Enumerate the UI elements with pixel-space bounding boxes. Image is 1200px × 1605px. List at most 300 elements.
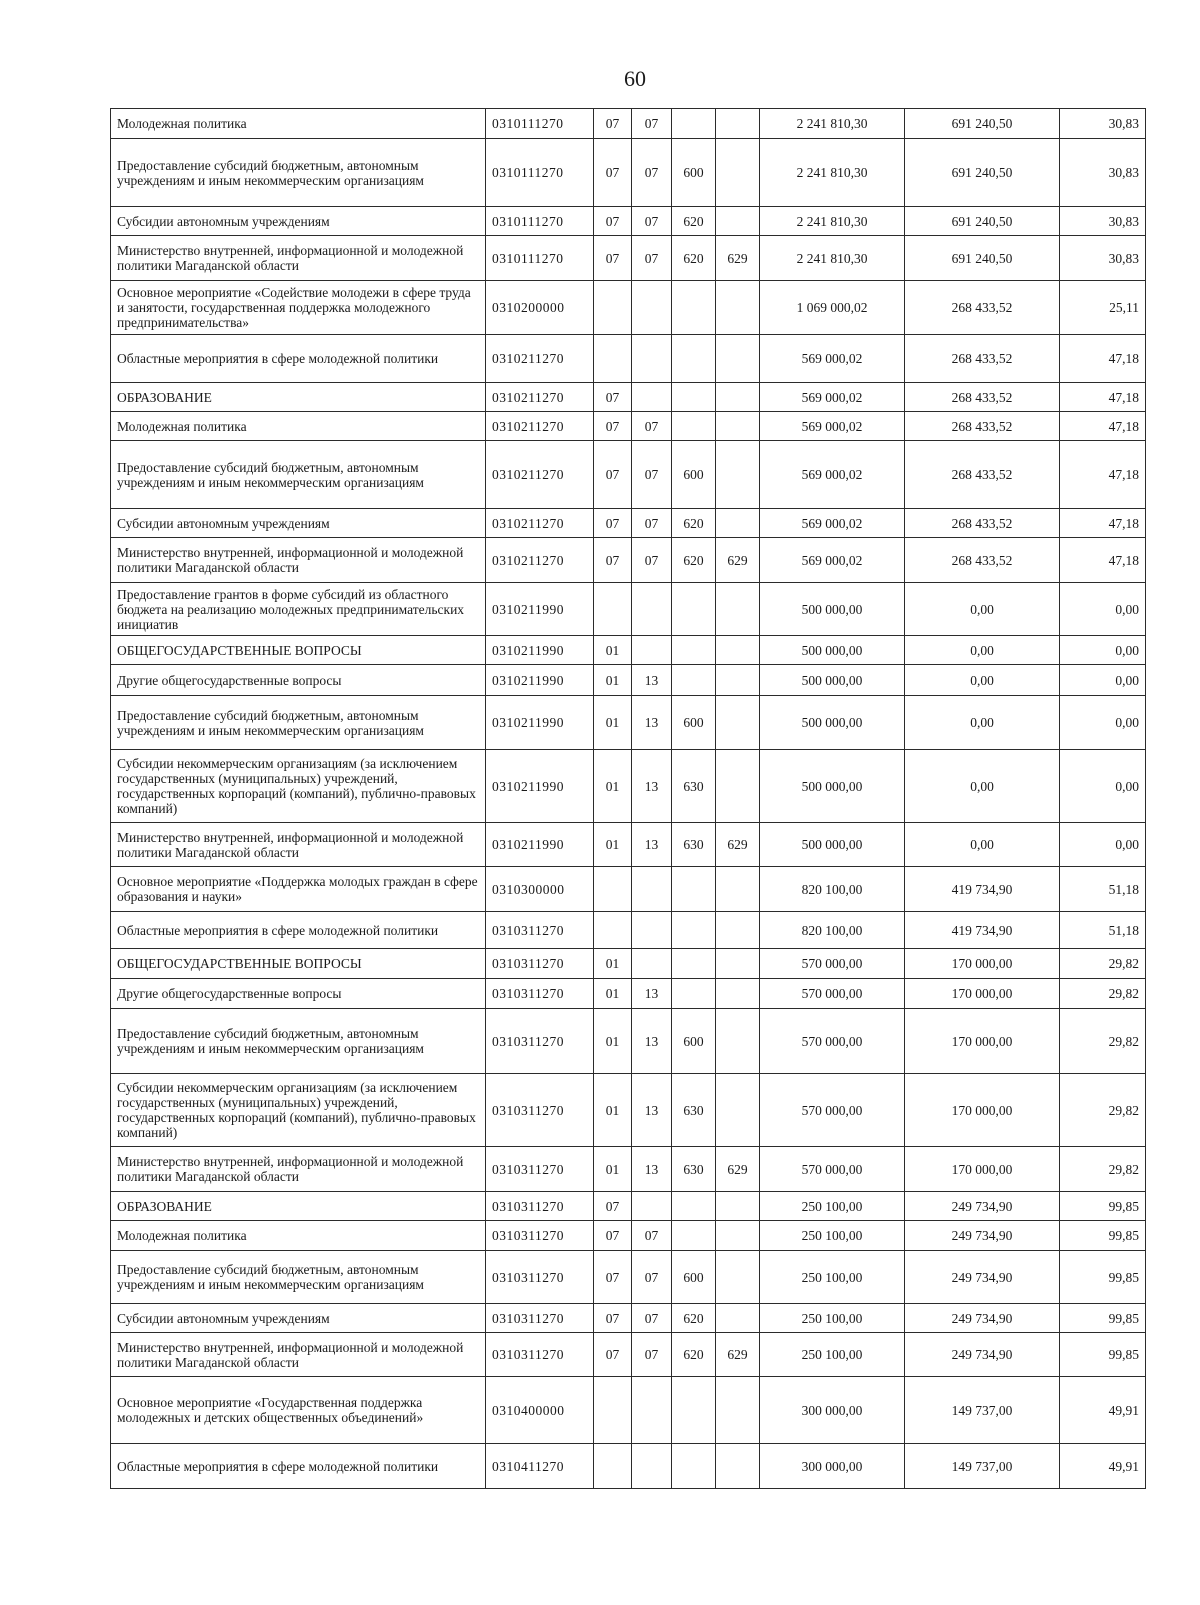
expense-type-cell: 620 xyxy=(672,207,716,236)
planned-amount-cell: 569 000,02 xyxy=(760,412,905,441)
planned-amount-cell: 250 100,00 xyxy=(760,1251,905,1304)
planned-amount-cell: 570 000,00 xyxy=(760,1074,905,1147)
table-row xyxy=(111,383,1146,412)
executed-amount-cell: 249 734,90 xyxy=(905,1333,1060,1377)
planned-amount-cell: 250 100,00 xyxy=(760,1304,905,1333)
row-name-cell: Министерство внутренней, информационной и молодежной политики Магаданской области xyxy=(111,1333,486,1377)
row-name-cell: Субсидии некоммерческим организациям (за исключением государственных (муниципальных) учреждений, государственных корпораций (компаний), публично-правовых компаний) xyxy=(111,750,486,823)
row-name-cell: Субсидии автономным учреждениям xyxy=(111,1304,486,1333)
target-article-cell: 0310211990 xyxy=(486,696,594,750)
planned-amount-cell: 570 000,00 xyxy=(760,979,905,1009)
execution-percent-cell: 99,85 xyxy=(1060,1192,1146,1221)
table-row xyxy=(111,867,1146,912)
target-article-cell: 0310200000 xyxy=(486,281,594,335)
planned-amount-cell: 250 100,00 xyxy=(760,1221,905,1251)
executed-amount-cell: 0,00 xyxy=(905,583,1060,636)
row-name-cell: Основное мероприятие «Поддержка молодых граждан в сфере образования и науки» xyxy=(111,867,486,912)
executed-amount-cell: 419 734,90 xyxy=(905,867,1060,912)
expense-type-cell: 620 xyxy=(672,1333,716,1377)
planned-amount-cell: 500 000,00 xyxy=(760,696,905,750)
target-article-cell: 0310211270 xyxy=(486,383,594,412)
executed-amount-cell: 149 737,00 xyxy=(905,1444,1060,1489)
executed-amount-cell: 268 433,52 xyxy=(905,383,1060,412)
subsection-code-cell xyxy=(632,281,672,335)
execution-percent-cell: 47,18 xyxy=(1060,538,1146,583)
table-row xyxy=(111,1444,1146,1489)
expense-type-cell xyxy=(672,949,716,979)
planned-amount-cell: 569 000,02 xyxy=(760,335,905,383)
admin-code-cell xyxy=(716,281,760,335)
planned-amount-cell: 500 000,00 xyxy=(760,823,905,867)
table-row xyxy=(111,412,1146,441)
table-row xyxy=(111,949,1146,979)
section-code-cell xyxy=(594,1444,632,1489)
row-name-cell: Субсидии некоммерческим организациям (за исключением государственных (муниципальных) учреждений, государственных корпораций (компаний), публично-правовых компаний) xyxy=(111,1074,486,1147)
section-code-cell: 01 xyxy=(594,1147,632,1192)
expense-type-cell: 600 xyxy=(672,1251,716,1304)
planned-amount-cell: 569 000,02 xyxy=(760,383,905,412)
row-name-cell: Молодежная политика xyxy=(111,1221,486,1251)
row-name-cell: Областные мероприятия в сфере молодежной политики xyxy=(111,912,486,949)
row-name-cell: Предоставление субсидий бюджетным, автономным учреждениям и иным некоммерческим организациям xyxy=(111,1251,486,1304)
execution-percent-cell: 0,00 xyxy=(1060,823,1146,867)
planned-amount-cell: 500 000,00 xyxy=(760,636,905,665)
executed-amount-cell: 268 433,52 xyxy=(905,538,1060,583)
executed-amount-cell: 419 734,90 xyxy=(905,912,1060,949)
planned-amount-cell: 569 000,02 xyxy=(760,509,905,538)
section-code-cell: 07 xyxy=(594,509,632,538)
row-name-cell: Молодежная политика xyxy=(111,412,486,441)
expense-type-cell xyxy=(672,1221,716,1251)
expense-type-cell: 600 xyxy=(672,139,716,207)
section-code-cell: 07 xyxy=(594,1304,632,1333)
table-row xyxy=(111,1074,1146,1147)
table-row xyxy=(111,335,1146,383)
expense-type-cell xyxy=(672,1444,716,1489)
execution-percent-cell: 29,82 xyxy=(1060,949,1146,979)
admin-code-cell xyxy=(716,1251,760,1304)
executed-amount-cell: 170 000,00 xyxy=(905,1147,1060,1192)
planned-amount-cell: 500 000,00 xyxy=(760,665,905,696)
planned-amount-cell: 300 000,00 xyxy=(760,1444,905,1489)
section-code-cell xyxy=(594,583,632,636)
row-name-cell: ОБРАЗОВАНИЕ xyxy=(111,1192,486,1221)
admin-code-cell xyxy=(716,583,760,636)
target-article-cell: 0310311270 xyxy=(486,1221,594,1251)
expense-type-cell: 600 xyxy=(672,1009,716,1074)
admin-code-cell xyxy=(716,509,760,538)
row-name-cell: ОБРАЗОВАНИЕ xyxy=(111,383,486,412)
section-code-cell: 07 xyxy=(594,1333,632,1377)
execution-percent-cell: 0,00 xyxy=(1060,583,1146,636)
subsection-code-cell: 13 xyxy=(632,1147,672,1192)
admin-code-cell xyxy=(716,207,760,236)
table-row xyxy=(111,1377,1146,1444)
expense-type-cell xyxy=(672,665,716,696)
planned-amount-cell: 570 000,00 xyxy=(760,1009,905,1074)
subsection-code-cell: 07 xyxy=(632,236,672,281)
execution-percent-cell: 99,85 xyxy=(1060,1221,1146,1251)
admin-code-cell xyxy=(716,665,760,696)
admin-code-cell xyxy=(716,139,760,207)
target-article-cell: 0310311270 xyxy=(486,1192,594,1221)
expense-type-cell: 630 xyxy=(672,750,716,823)
row-name-cell: ОБЩЕГОСУДАРСТВЕННЫЕ ВОПРОСЫ xyxy=(111,636,486,665)
execution-percent-cell: 0,00 xyxy=(1060,750,1146,823)
subsection-code-cell xyxy=(632,912,672,949)
table-row xyxy=(111,139,1146,207)
executed-amount-cell: 249 734,90 xyxy=(905,1192,1060,1221)
row-name-cell: Областные мероприятия в сфере молодежной политики xyxy=(111,335,486,383)
executed-amount-cell: 249 734,90 xyxy=(905,1251,1060,1304)
subsection-code-cell xyxy=(632,335,672,383)
target-article-cell: 0310211270 xyxy=(486,538,594,583)
admin-code-cell xyxy=(716,636,760,665)
subsection-code-cell xyxy=(632,949,672,979)
planned-amount-cell: 569 000,02 xyxy=(760,441,905,509)
table-row xyxy=(111,1304,1146,1333)
section-code-cell: 01 xyxy=(594,636,632,665)
subsection-code-cell xyxy=(632,583,672,636)
executed-amount-cell: 268 433,52 xyxy=(905,441,1060,509)
execution-percent-cell: 30,83 xyxy=(1060,139,1146,207)
execution-percent-cell: 0,00 xyxy=(1060,665,1146,696)
table-row xyxy=(111,1192,1146,1221)
expense-type-cell xyxy=(672,867,716,912)
table-row xyxy=(111,665,1146,696)
target-article-cell: 0310211990 xyxy=(486,665,594,696)
expense-type-cell: 600 xyxy=(672,696,716,750)
subsection-code-cell: 13 xyxy=(632,979,672,1009)
execution-percent-cell: 49,91 xyxy=(1060,1377,1146,1444)
execution-percent-cell: 47,18 xyxy=(1060,383,1146,412)
admin-code-cell: 629 xyxy=(716,236,760,281)
row-name-cell: Министерство внутренней, информационной и молодежной политики Магаданской области xyxy=(111,538,486,583)
table-row xyxy=(111,1147,1146,1192)
table-row xyxy=(111,207,1146,236)
executed-amount-cell: 170 000,00 xyxy=(905,949,1060,979)
subsection-code-cell: 07 xyxy=(632,441,672,509)
admin-code-cell xyxy=(716,441,760,509)
execution-percent-cell: 0,00 xyxy=(1060,696,1146,750)
section-code-cell: 01 xyxy=(594,949,632,979)
subsection-code-cell: 07 xyxy=(632,109,672,139)
subsection-code-cell: 07 xyxy=(632,1251,672,1304)
executed-amount-cell: 0,00 xyxy=(905,636,1060,665)
row-name-cell: ОБЩЕГОСУДАРСТВЕННЫЕ ВОПРОСЫ xyxy=(111,949,486,979)
execution-percent-cell: 99,85 xyxy=(1060,1333,1146,1377)
executed-amount-cell: 249 734,90 xyxy=(905,1304,1060,1333)
executed-amount-cell: 249 734,90 xyxy=(905,1221,1060,1251)
executed-amount-cell: 691 240,50 xyxy=(905,236,1060,281)
expense-type-cell xyxy=(672,383,716,412)
section-code-cell: 07 xyxy=(594,441,632,509)
executed-amount-cell: 691 240,50 xyxy=(905,207,1060,236)
section-code-cell: 07 xyxy=(594,383,632,412)
target-article-cell: 0310311270 xyxy=(486,1009,594,1074)
subsection-code-cell: 07 xyxy=(632,139,672,207)
section-code-cell: 01 xyxy=(594,1074,632,1147)
planned-amount-cell: 500 000,00 xyxy=(760,583,905,636)
target-article-cell: 0310211990 xyxy=(486,750,594,823)
section-code-cell: 01 xyxy=(594,823,632,867)
target-article-cell: 0310111270 xyxy=(486,139,594,207)
execution-percent-cell: 99,85 xyxy=(1060,1304,1146,1333)
row-name-cell: Молодежная политика xyxy=(111,109,486,139)
row-name-cell: Субсидии автономным учреждениям xyxy=(111,207,486,236)
execution-percent-cell: 47,18 xyxy=(1060,412,1146,441)
planned-amount-cell: 569 000,02 xyxy=(760,538,905,583)
admin-code-cell xyxy=(716,412,760,441)
target-article-cell: 0310211270 xyxy=(486,335,594,383)
row-name-cell: Другие общегосударственные вопросы xyxy=(111,979,486,1009)
execution-percent-cell: 29,82 xyxy=(1060,979,1146,1009)
target-article-cell: 0310300000 xyxy=(486,867,594,912)
section-code-cell: 07 xyxy=(594,412,632,441)
subsection-code-cell xyxy=(632,867,672,912)
subsection-code-cell xyxy=(632,1444,672,1489)
row-name-cell: Предоставление субсидий бюджетным, автономным учреждениям и иным некоммерческим организациям xyxy=(111,1009,486,1074)
subsection-code-cell: 07 xyxy=(632,1221,672,1251)
target-article-cell: 0310311270 xyxy=(486,1333,594,1377)
row-name-cell: Субсидии автономным учреждениям xyxy=(111,509,486,538)
subsection-code-cell xyxy=(632,1377,672,1444)
table-row xyxy=(111,1333,1146,1377)
section-code-cell xyxy=(594,335,632,383)
row-name-cell: Предоставление субсидий бюджетным, автономным учреждениям и иным некоммерческим организациям xyxy=(111,441,486,509)
planned-amount-cell: 2 241 810,30 xyxy=(760,236,905,281)
subsection-code-cell: 13 xyxy=(632,1009,672,1074)
table-row xyxy=(111,1251,1146,1304)
expense-type-cell: 600 xyxy=(672,441,716,509)
admin-code-cell xyxy=(716,867,760,912)
admin-code-cell: 629 xyxy=(716,1333,760,1377)
table-row xyxy=(111,583,1146,636)
table-row xyxy=(111,109,1146,139)
section-code-cell: 07 xyxy=(594,1251,632,1304)
execution-percent-cell: 51,18 xyxy=(1060,912,1146,949)
table-row xyxy=(111,750,1146,823)
target-article-cell: 0310411270 xyxy=(486,1444,594,1489)
table-row xyxy=(111,823,1146,867)
admin-code-cell xyxy=(716,1074,760,1147)
planned-amount-cell: 820 100,00 xyxy=(760,867,905,912)
executed-amount-cell: 0,00 xyxy=(905,750,1060,823)
subsection-code-cell: 13 xyxy=(632,823,672,867)
expense-type-cell xyxy=(672,583,716,636)
row-name-cell: Министерство внутренней, информационной и молодежной политики Магаданской области xyxy=(111,236,486,281)
target-article-cell: 0310211270 xyxy=(486,412,594,441)
subsection-code-cell: 13 xyxy=(632,696,672,750)
expense-type-cell: 630 xyxy=(672,1074,716,1147)
target-article-cell: 0310311270 xyxy=(486,1147,594,1192)
target-article-cell: 0310400000 xyxy=(486,1377,594,1444)
subsection-code-cell xyxy=(632,383,672,412)
row-name-cell: Министерство внутренней, информационной и молодежной политики Магаданской области xyxy=(111,823,486,867)
table-row xyxy=(111,979,1146,1009)
section-code-cell: 07 xyxy=(594,1192,632,1221)
admin-code-cell: 629 xyxy=(716,538,760,583)
target-article-cell: 0310111270 xyxy=(486,236,594,281)
execution-percent-cell: 0,00 xyxy=(1060,636,1146,665)
table-row xyxy=(111,636,1146,665)
section-code-cell: 07 xyxy=(594,207,632,236)
target-article-cell: 0310111270 xyxy=(486,207,594,236)
target-article-cell: 0310311270 xyxy=(486,1074,594,1147)
table-row xyxy=(111,1009,1146,1074)
admin-code-cell: 629 xyxy=(716,1147,760,1192)
section-code-cell: 07 xyxy=(594,109,632,139)
section-code-cell: 01 xyxy=(594,665,632,696)
admin-code-cell xyxy=(716,1192,760,1221)
row-name-cell: Министерство внутренней, информационной и молодежной политики Магаданской области xyxy=(111,1147,486,1192)
target-article-cell: 0310211990 xyxy=(486,636,594,665)
section-code-cell: 07 xyxy=(594,236,632,281)
executed-amount-cell: 0,00 xyxy=(905,823,1060,867)
expense-type-cell xyxy=(672,912,716,949)
target-article-cell: 0310311270 xyxy=(486,912,594,949)
execution-percent-cell: 29,82 xyxy=(1060,1009,1146,1074)
section-code-cell xyxy=(594,281,632,335)
expense-type-cell: 620 xyxy=(672,509,716,538)
executed-amount-cell: 170 000,00 xyxy=(905,1074,1060,1147)
table-row xyxy=(111,509,1146,538)
admin-code-cell xyxy=(716,696,760,750)
row-name-cell: Предоставление субсидий бюджетным, автономным учреждениям и иным некоммерческим организациям xyxy=(111,139,486,207)
planned-amount-cell: 2 241 810,30 xyxy=(760,207,905,236)
planned-amount-cell: 820 100,00 xyxy=(760,912,905,949)
table-row xyxy=(111,441,1146,509)
executed-amount-cell: 268 433,52 xyxy=(905,412,1060,441)
target-article-cell: 0310211990 xyxy=(486,583,594,636)
expense-type-cell xyxy=(672,636,716,665)
planned-amount-cell: 2 241 810,30 xyxy=(760,109,905,139)
target-article-cell: 0310211990 xyxy=(486,823,594,867)
executed-amount-cell: 170 000,00 xyxy=(905,979,1060,1009)
admin-code-cell xyxy=(716,912,760,949)
executed-amount-cell: 691 240,50 xyxy=(905,109,1060,139)
table-row xyxy=(111,236,1146,281)
section-code-cell xyxy=(594,867,632,912)
expense-type-cell xyxy=(672,335,716,383)
expense-type-cell xyxy=(672,979,716,1009)
executed-amount-cell: 268 433,52 xyxy=(905,281,1060,335)
section-code-cell xyxy=(594,912,632,949)
expense-type-cell: 620 xyxy=(672,236,716,281)
table-row xyxy=(111,538,1146,583)
section-code-cell: 01 xyxy=(594,979,632,1009)
expense-type-cell: 620 xyxy=(672,538,716,583)
subsection-code-cell: 07 xyxy=(632,1304,672,1333)
admin-code-cell xyxy=(716,1221,760,1251)
planned-amount-cell: 1 069 000,02 xyxy=(760,281,905,335)
execution-percent-cell: 49,91 xyxy=(1060,1444,1146,1489)
admin-code-cell xyxy=(716,949,760,979)
subsection-code-cell: 13 xyxy=(632,750,672,823)
expense-type-cell xyxy=(672,412,716,441)
executed-amount-cell: 170 000,00 xyxy=(905,1009,1060,1074)
admin-code-cell xyxy=(716,335,760,383)
planned-amount-cell: 2 241 810,30 xyxy=(760,139,905,207)
subsection-code-cell: 07 xyxy=(632,538,672,583)
execution-percent-cell: 29,82 xyxy=(1060,1074,1146,1147)
execution-percent-cell: 99,85 xyxy=(1060,1251,1146,1304)
admin-code-cell xyxy=(716,979,760,1009)
execution-percent-cell: 25,11 xyxy=(1060,281,1146,335)
executed-amount-cell: 691 240,50 xyxy=(905,139,1060,207)
section-code-cell: 07 xyxy=(594,139,632,207)
section-code-cell: 07 xyxy=(594,538,632,583)
admin-code-cell xyxy=(716,1009,760,1074)
section-code-cell: 01 xyxy=(594,1009,632,1074)
budget-execution-table xyxy=(110,108,1146,1489)
planned-amount-cell: 570 000,00 xyxy=(760,949,905,979)
subsection-code-cell: 13 xyxy=(632,1074,672,1147)
subsection-code-cell: 13 xyxy=(632,665,672,696)
admin-code-cell xyxy=(716,1377,760,1444)
planned-amount-cell: 250 100,00 xyxy=(760,1192,905,1221)
admin-code-cell xyxy=(716,1444,760,1489)
row-name-cell: Предоставление субсидий бюджетным, автономным учреждениям и иным некоммерческим организациям xyxy=(111,696,486,750)
row-name-cell: Основное мероприятие «Государственная поддержка молодежных и детских общественных объединений» xyxy=(111,1377,486,1444)
table-body xyxy=(111,109,1146,1489)
execution-percent-cell: 47,18 xyxy=(1060,335,1146,383)
execution-percent-cell: 29,82 xyxy=(1060,1147,1146,1192)
planned-amount-cell: 250 100,00 xyxy=(760,1333,905,1377)
execution-percent-cell: 30,83 xyxy=(1060,207,1146,236)
row-name-cell: Областные мероприятия в сфере молодежной политики xyxy=(111,1444,486,1489)
target-article-cell: 0310211270 xyxy=(486,509,594,538)
section-code-cell: 07 xyxy=(594,1221,632,1251)
admin-code-cell: 629 xyxy=(716,823,760,867)
table-row xyxy=(111,281,1146,335)
admin-code-cell xyxy=(716,109,760,139)
row-name-cell: Другие общегосударственные вопросы xyxy=(111,665,486,696)
expense-type-cell xyxy=(672,281,716,335)
planned-amount-cell: 500 000,00 xyxy=(760,750,905,823)
expense-type-cell: 630 xyxy=(672,823,716,867)
section-code-cell: 01 xyxy=(594,696,632,750)
planned-amount-cell: 570 000,00 xyxy=(760,1147,905,1192)
execution-percent-cell: 30,83 xyxy=(1060,109,1146,139)
execution-percent-cell: 47,18 xyxy=(1060,509,1146,538)
subsection-code-cell: 07 xyxy=(632,1333,672,1377)
expense-type-cell xyxy=(672,1377,716,1444)
execution-percent-cell: 30,83 xyxy=(1060,236,1146,281)
executed-amount-cell: 0,00 xyxy=(905,665,1060,696)
subsection-code-cell: 07 xyxy=(632,412,672,441)
expense-type-cell: 620 xyxy=(672,1304,716,1333)
admin-code-cell xyxy=(716,383,760,412)
target-article-cell: 0310211270 xyxy=(486,441,594,509)
admin-code-cell xyxy=(716,1304,760,1333)
executed-amount-cell: 268 433,52 xyxy=(905,509,1060,538)
expense-type-cell: 630 xyxy=(672,1147,716,1192)
execution-percent-cell: 51,18 xyxy=(1060,867,1146,912)
subsection-code-cell xyxy=(632,636,672,665)
expense-type-cell xyxy=(672,109,716,139)
executed-amount-cell: 149 737,00 xyxy=(905,1377,1060,1444)
subsection-code-cell xyxy=(632,1192,672,1221)
subsection-code-cell: 07 xyxy=(632,207,672,236)
target-article-cell: 0310111270 xyxy=(486,109,594,139)
target-article-cell: 0310311270 xyxy=(486,979,594,1009)
execution-percent-cell: 47,18 xyxy=(1060,441,1146,509)
subsection-code-cell: 07 xyxy=(632,509,672,538)
section-code-cell: 01 xyxy=(594,750,632,823)
target-article-cell: 0310311270 xyxy=(486,949,594,979)
table-row xyxy=(111,696,1146,750)
